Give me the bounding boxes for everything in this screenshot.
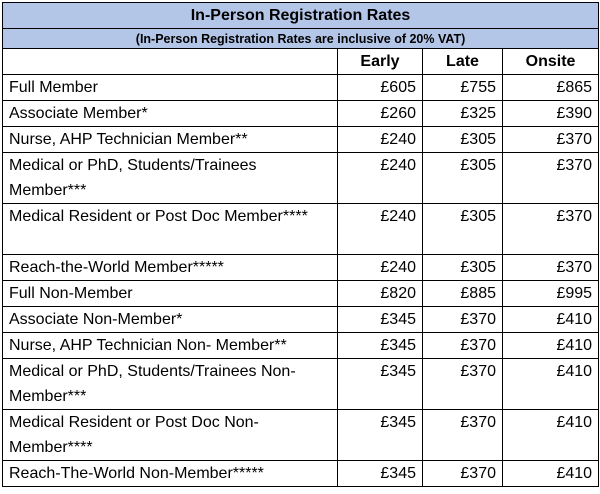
table-row <box>3 127 599 153</box>
price-early: £605 <box>338 75 423 101</box>
price-late: £370 <box>423 461 503 487</box>
column-header-row <box>3 49 599 75</box>
table-title: In-Person Registration Rates <box>3 3 599 29</box>
table-row <box>3 333 599 359</box>
price-onsite: £370 <box>503 153 599 204</box>
row-category: Full Non-Member <box>3 281 338 307</box>
price-late: £885 <box>423 281 503 307</box>
table-row <box>3 153 599 204</box>
row-category: Medical Resident or Post Doc Member**** <box>3 204 338 255</box>
table-row <box>3 461 599 487</box>
price-onsite: £370 <box>503 127 599 153</box>
price-early: £345 <box>338 410 423 461</box>
price-late: £305 <box>423 255 503 281</box>
row-category: Nurse, AHP Technician Member** <box>3 127 338 153</box>
price-early: £345 <box>338 307 423 333</box>
price-late: £305 <box>423 153 503 204</box>
price-early: £345 <box>338 359 423 410</box>
price-early: £345 <box>338 333 423 359</box>
price-late: £370 <box>423 307 503 333</box>
price-onsite: £865 <box>503 75 599 101</box>
table-row <box>3 307 599 333</box>
column-header-late: Late <box>423 49 503 75</box>
column-header-early: Early <box>338 49 423 75</box>
row-category: Associate Member* <box>3 101 338 127</box>
row-category: Reach-The-World Non-Member***** <box>3 461 338 487</box>
price-early: £260 <box>338 101 423 127</box>
price-early: £820 <box>338 281 423 307</box>
row-category: Nurse, AHP Technician Non- Member** <box>3 333 338 359</box>
row-category: Medical or PhD, Students/Trainees Member*** <box>3 153 338 204</box>
price-onsite: £410 <box>503 461 599 487</box>
table-subtitle: (In-Person Registration Rates are inclusive of 20% VAT) <box>3 29 599 49</box>
column-header-onsite: Onsite <box>503 49 599 75</box>
price-late: £305 <box>423 204 503 255</box>
row-category: Medical Resident or Post Doc Non-Member**** <box>3 410 338 461</box>
price-onsite: £995 <box>503 281 599 307</box>
row-category: Full Member <box>3 75 338 101</box>
row-category: Reach-the-World Member***** <box>3 255 338 281</box>
table-row <box>3 75 599 101</box>
registration-rates-table <box>2 2 599 487</box>
table-row <box>3 281 599 307</box>
price-late: £755 <box>423 75 503 101</box>
price-onsite: £410 <box>503 410 599 461</box>
price-early: £240 <box>338 153 423 204</box>
table-row <box>3 410 599 461</box>
table-row <box>3 255 599 281</box>
price-early: £240 <box>338 204 423 255</box>
price-early: £240 <box>338 127 423 153</box>
price-early: £240 <box>338 255 423 281</box>
price-onsite: £410 <box>503 333 599 359</box>
row-category: Associate Non-Member* <box>3 307 338 333</box>
price-onsite: £370 <box>503 255 599 281</box>
price-late: £325 <box>423 101 503 127</box>
price-onsite: £370 <box>503 204 599 255</box>
column-header-category <box>3 49 338 75</box>
table-row <box>3 204 599 255</box>
price-onsite: £410 <box>503 307 599 333</box>
price-late: £370 <box>423 410 503 461</box>
row-category: Medical or PhD, Students/Trainees Non-Member*** <box>3 359 338 410</box>
price-late: £370 <box>423 359 503 410</box>
price-onsite: £410 <box>503 359 599 410</box>
price-onsite: £390 <box>503 101 599 127</box>
table-row <box>3 101 599 127</box>
price-early: £345 <box>338 461 423 487</box>
price-late: £305 <box>423 127 503 153</box>
price-late: £370 <box>423 333 503 359</box>
table-row <box>3 359 599 410</box>
